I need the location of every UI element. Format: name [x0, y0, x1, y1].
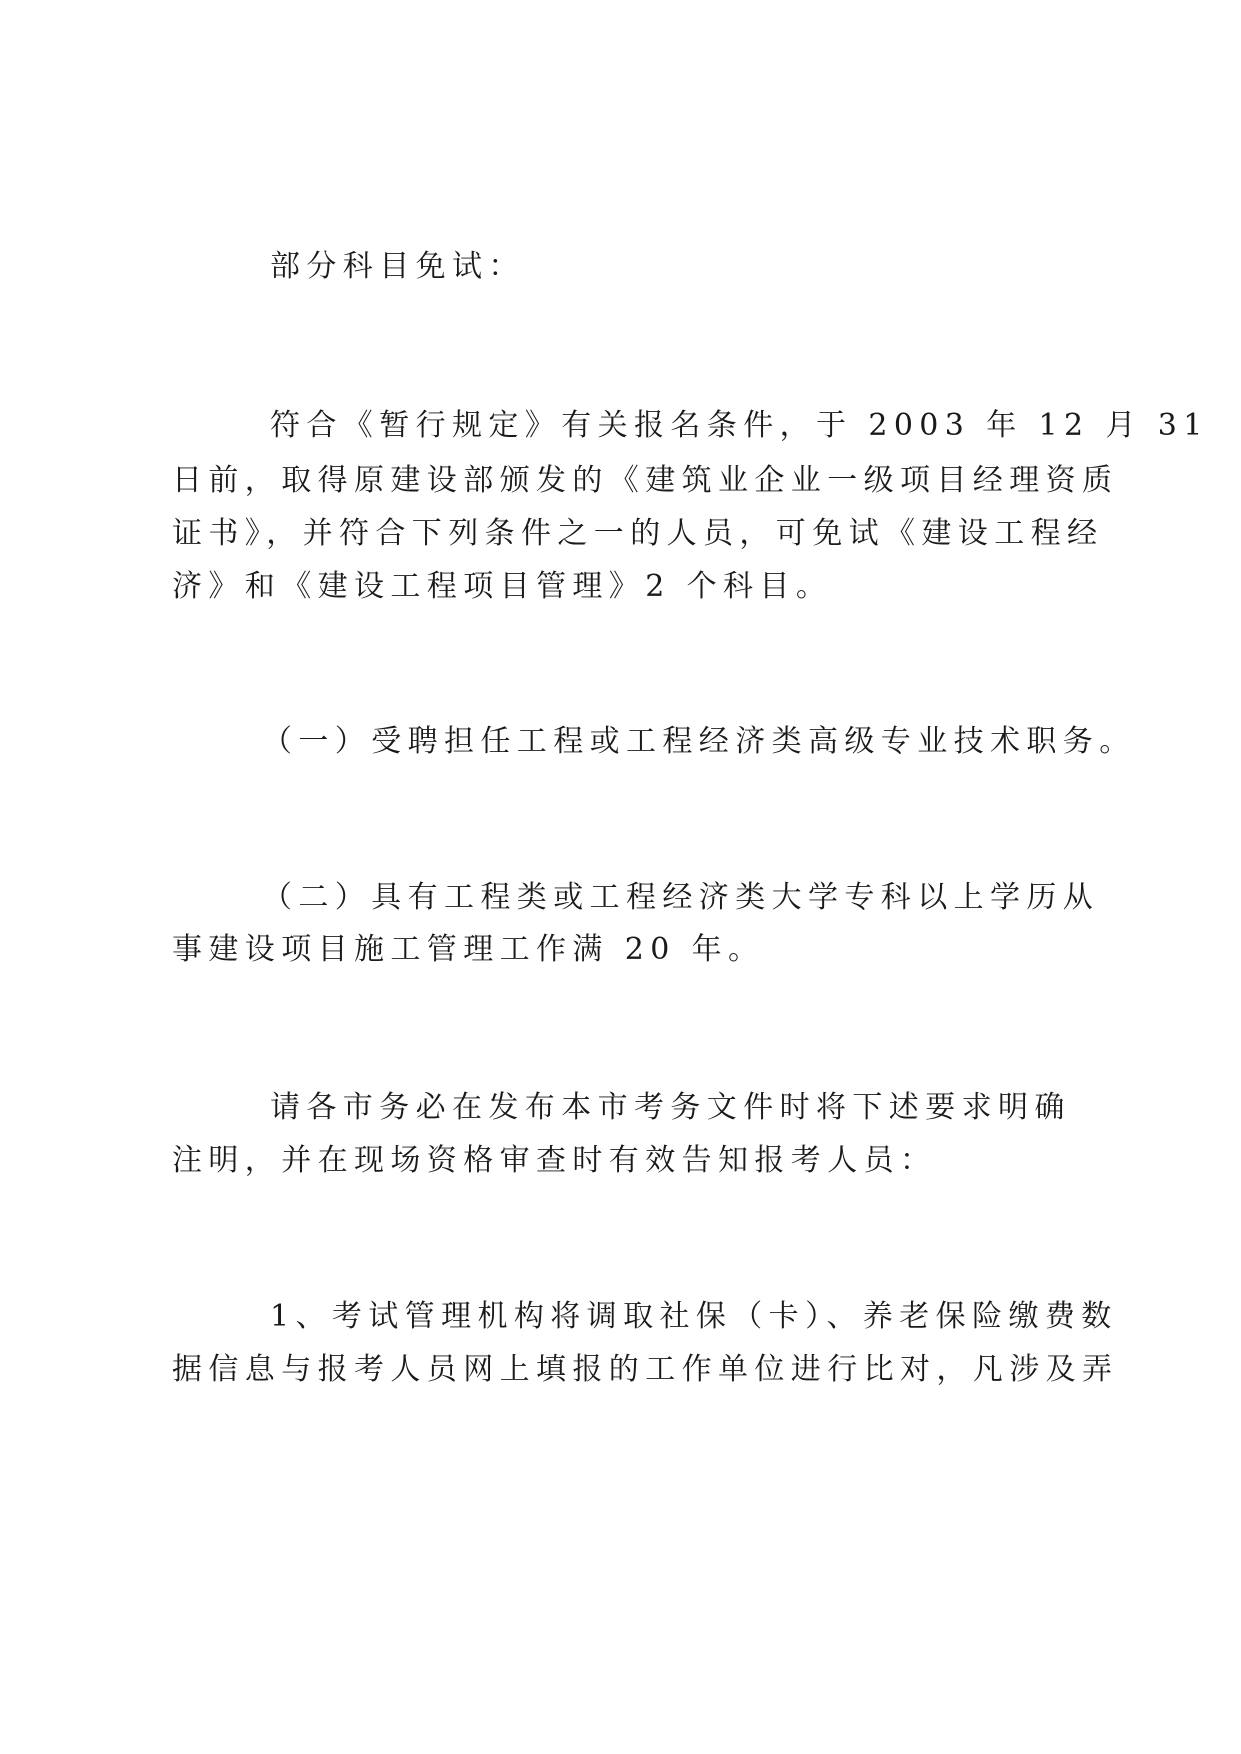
- exemption-conditions-line-2: 日前，取得原建设部颁发的《建筑业企业一级项目经理资质: [172, 463, 1119, 498]
- requirement-one-line-1: 1、考试管理机构将调取社保（卡）、养老保险缴费数: [270, 1299, 1118, 1334]
- city-instruction-line-2: 注明，并在现场资格审查时有效告知报考人员：: [172, 1143, 937, 1178]
- exemption-conditions-line-4: 济》和《建设工程项目管理》2 个科目。: [172, 569, 833, 604]
- exemption-conditions-line-1: 符合《暂行规定》有关报名条件，于 2003 年 12 月 31: [270, 408, 1209, 443]
- exemption-heading: 部分科目免试：: [270, 249, 525, 284]
- exemption-conditions-line-3: 证书》，并符合下列条件之一的人员，可免试《建设工程经: [172, 516, 1104, 551]
- condition-two-line-1: （二）具有工程类或工程经济类大学专科以上学历从: [262, 880, 1100, 915]
- condition-two-line-2: 事建设项目施工管理工作满 20 年。: [172, 932, 765, 967]
- requirement-one-line-2: 据信息与报考人员网上填报的工作单位进行比对，凡涉及弄: [172, 1352, 1119, 1387]
- condition-one-line: （一）受聘担任工程或工程经济类高级专业技术职务。: [262, 724, 1136, 759]
- city-instruction-line-1: 请各市务必在发布本市考务文件时将下述要求明确: [270, 1090, 1071, 1125]
